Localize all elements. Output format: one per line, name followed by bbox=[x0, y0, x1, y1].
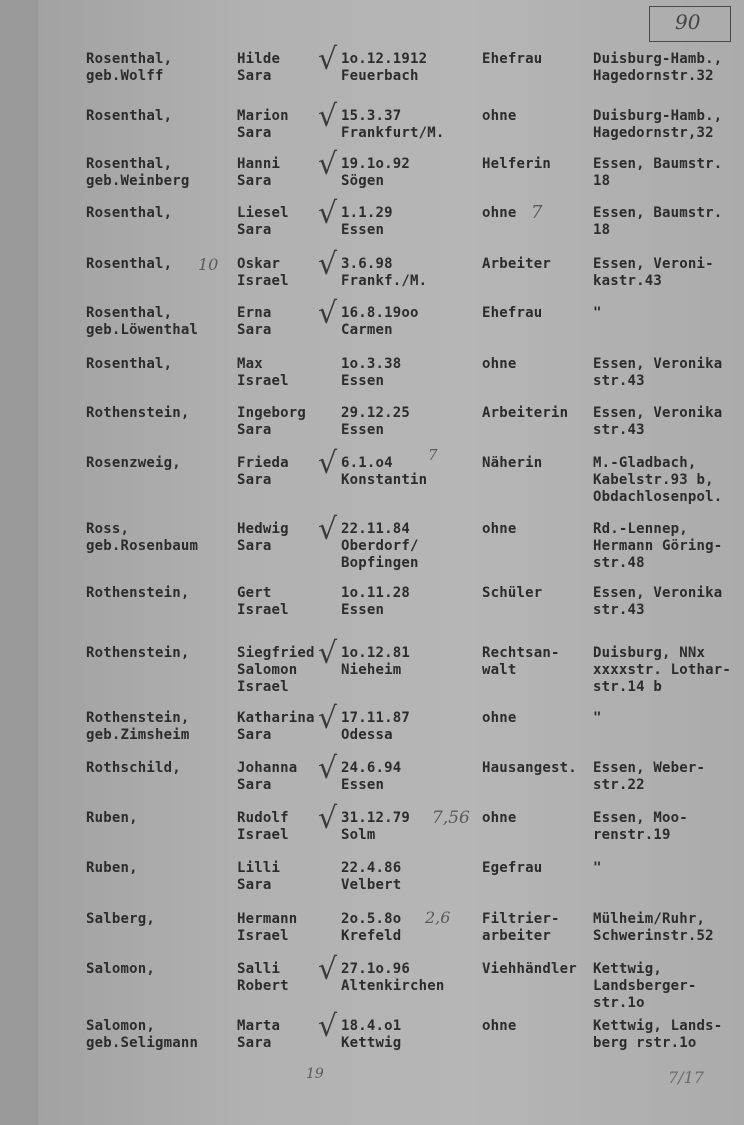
entry-address: Essen, Weber- str.22 bbox=[593, 760, 706, 793]
check-mark-icon: √ bbox=[318, 147, 338, 182]
entry-birth: 1.1.29 Essen bbox=[341, 205, 393, 238]
handwritten-note: 10 bbox=[198, 255, 219, 274]
entry-birth: 15.3.37 Frankfurt/M. bbox=[341, 108, 445, 141]
entry-surname: Rothenstein, bbox=[86, 585, 190, 601]
page-number: 90 bbox=[675, 10, 701, 34]
entry-given-names: Erna Sara bbox=[237, 305, 272, 338]
entry-surname: Rothenstein, geb.Zimsheim bbox=[86, 710, 190, 743]
entry-address: Rd.-Lennep, Hermann Göring- str.48 bbox=[593, 521, 723, 571]
entry-occupation: Egefrau bbox=[482, 860, 543, 876]
entry-surname: Salberg, bbox=[86, 911, 156, 927]
entry-birth: 19.1o.92 Sögen bbox=[341, 156, 411, 189]
entry-occupation: Ehefrau bbox=[482, 305, 543, 321]
entry-occupation: ohne bbox=[482, 108, 517, 124]
entry-given-names: Siegfried Salomon Israel bbox=[237, 645, 315, 695]
entry-birth: 27.1o.96 Altenkirchen bbox=[341, 961, 445, 994]
entry-birth: 3.6.98 Frankf./M. bbox=[341, 256, 428, 289]
entry-birth: 18.4.o1 Kettwig bbox=[341, 1018, 402, 1051]
entry-address: Mülheim/Ruhr, Schwerinstr.52 bbox=[593, 911, 714, 944]
entry-surname: Rosenthal, geb.Weinberg bbox=[86, 156, 190, 189]
entry-address: Essen, Veroni- kastr.43 bbox=[593, 256, 714, 289]
handwritten-note: 7 bbox=[531, 202, 543, 223]
entry-birth: 22.11.84 Oberdorf/ Bopfingen bbox=[341, 521, 419, 571]
entry-birth: 2o.5.8o Krefeld bbox=[341, 911, 402, 944]
entry-birth: 29.12.25 Essen bbox=[341, 405, 411, 438]
entry-address: Essen, Veronika str.43 bbox=[593, 585, 723, 618]
entry-given-names: Rudolf Israel bbox=[237, 810, 289, 843]
entry-occupation: ohne bbox=[482, 710, 517, 726]
entry-given-names: Marta Sara bbox=[237, 1018, 281, 1051]
entry-address: Kettwig, Landsberger- str.1o bbox=[593, 961, 697, 1011]
entry-given-names: Hedwig Sara bbox=[237, 521, 289, 554]
check-mark-icon: √ bbox=[318, 196, 338, 231]
entry-birth: 31.12.79 Solm bbox=[341, 810, 411, 843]
entry-given-names: Max Israel bbox=[237, 356, 289, 389]
entry-surname: Rosenthal, bbox=[86, 256, 173, 272]
entry-address: " bbox=[593, 710, 602, 726]
entry-birth: 17.11.87 Odessa bbox=[341, 710, 411, 743]
entry-occupation: ohne bbox=[482, 205, 517, 221]
check-mark-icon: √ bbox=[318, 446, 338, 481]
entry-birth: 1o.12.1912 Feuerbach bbox=[341, 51, 428, 84]
check-mark-icon: √ bbox=[318, 952, 338, 987]
entry-given-names: Lilli Sara bbox=[237, 860, 281, 893]
entry-occupation: ohne bbox=[482, 1018, 517, 1034]
entry-occupation: Helferin bbox=[482, 156, 552, 172]
check-mark-icon: √ bbox=[318, 1009, 338, 1044]
entry-surname: Rosenzweig, bbox=[86, 455, 181, 471]
entry-address: Essen, Baumstr. 18 bbox=[593, 205, 723, 238]
entry-birth: 24.6.94 Essen bbox=[341, 760, 402, 793]
handwritten-note: 2,6 bbox=[425, 908, 451, 927]
entry-occupation: Rechtsan- walt bbox=[482, 645, 560, 678]
entry-given-names: Frieda Sara bbox=[237, 455, 289, 488]
handwritten-note: 7/17 bbox=[668, 1068, 704, 1087]
check-mark-icon: √ bbox=[318, 42, 338, 77]
entry-occupation: Arbeiter bbox=[482, 256, 552, 272]
entry-address: M.-Gladbach, Kabelstr.93 b, Obdachlosenpol. bbox=[593, 455, 723, 505]
entry-address: Kettwig, Lands- berg rstr.1o bbox=[593, 1018, 723, 1051]
entry-given-names: Gert Israel bbox=[237, 585, 289, 618]
handwritten-note: 19 bbox=[306, 1066, 324, 1082]
entry-surname: Ruben, bbox=[86, 860, 138, 876]
entry-given-names: Marion Sara bbox=[237, 108, 289, 141]
entry-surname: Rosenthal, bbox=[86, 356, 173, 372]
entry-address: " bbox=[593, 860, 602, 876]
handwritten-note: 7,56 bbox=[432, 808, 470, 828]
entry-occupation: Hausangest. bbox=[482, 760, 577, 776]
entry-address: Essen, Veronika str.43 bbox=[593, 405, 723, 438]
check-mark-icon: √ bbox=[318, 701, 338, 736]
entry-occupation: Ehefrau bbox=[482, 51, 543, 67]
entry-surname: Salomon, geb.Seligmann bbox=[86, 1018, 199, 1051]
entry-occupation: Arbeiterin bbox=[482, 405, 569, 421]
entry-given-names: Oskar Israel bbox=[237, 256, 289, 289]
entry-birth: 16.8.19oo Carmen bbox=[341, 305, 419, 338]
entry-occupation: Viehhändler bbox=[482, 961, 577, 977]
entry-surname: Rothschild, bbox=[86, 760, 181, 776]
check-mark-icon: √ bbox=[318, 636, 338, 671]
check-mark-icon: √ bbox=[318, 296, 338, 331]
entry-surname: Ruben, bbox=[86, 810, 138, 826]
entry-given-names: Hermann Israel bbox=[237, 911, 298, 944]
check-mark-icon: √ bbox=[318, 751, 338, 786]
entry-birth: 22.4.86 Velbert bbox=[341, 860, 402, 893]
entry-given-names: Hanni Sara bbox=[237, 156, 281, 189]
entry-surname: Rothenstein, bbox=[86, 645, 190, 661]
entry-given-names: Salli Robert bbox=[237, 961, 289, 994]
check-mark-icon: √ bbox=[318, 801, 338, 836]
entry-given-names: Hilde Sara bbox=[237, 51, 281, 84]
entry-given-names: Katharina Sara bbox=[237, 710, 315, 743]
entry-surname: Salomon, bbox=[86, 961, 156, 977]
entry-birth: 1o.11.28 Essen bbox=[341, 585, 411, 618]
entry-address: Duisburg, NNx xxxxstr. Lothar- str.14 b bbox=[593, 645, 732, 695]
check-mark-icon: √ bbox=[318, 512, 338, 547]
entry-occupation: Schüler bbox=[482, 585, 543, 601]
entry-address: Duisburg-Hamb., Hagedornstr.32 bbox=[593, 51, 723, 84]
entry-birth: 6.1.o4 Konstantin bbox=[341, 455, 428, 488]
entry-occupation: Näherin bbox=[482, 455, 543, 471]
entry-address: Essen, Veronika str.43 bbox=[593, 356, 723, 389]
entry-birth: 1o.3.38 Essen bbox=[341, 356, 402, 389]
entry-address: Essen, Baumstr. 18 bbox=[593, 156, 723, 189]
entry-occupation: ohne bbox=[482, 810, 517, 826]
entry-given-names: Ingeborg Sara bbox=[237, 405, 307, 438]
entry-given-names: Liesel Sara bbox=[237, 205, 289, 238]
entry-surname: Ross, geb.Rosenbaum bbox=[86, 521, 199, 554]
entry-surname: Rosenthal, bbox=[86, 205, 173, 221]
entry-surname: Rothenstein, bbox=[86, 405, 190, 421]
entry-occupation: ohne bbox=[482, 521, 517, 537]
entry-occupation: Filtrier- arbeiter bbox=[482, 911, 560, 944]
entry-surname: Rosenthal, geb.Wolff bbox=[86, 51, 173, 84]
entry-address: " bbox=[593, 305, 602, 321]
entry-birth: 1o.12.81 Nieheim bbox=[341, 645, 411, 678]
handwritten-note: 7 bbox=[428, 446, 438, 464]
check-mark-icon: √ bbox=[318, 247, 338, 282]
entry-occupation: ohne bbox=[482, 356, 517, 372]
entry-surname: Rosenthal, geb.Löwenthal bbox=[86, 305, 199, 338]
entry-given-names: Johanna Sara bbox=[237, 760, 298, 793]
entry-address: Duisburg-Hamb., Hagedornstr,32 bbox=[593, 108, 723, 141]
entry-surname: Rosenthal, bbox=[86, 108, 173, 124]
check-mark-icon: √ bbox=[318, 99, 338, 134]
entry-address: Essen, Moo- renstr.19 bbox=[593, 810, 688, 843]
